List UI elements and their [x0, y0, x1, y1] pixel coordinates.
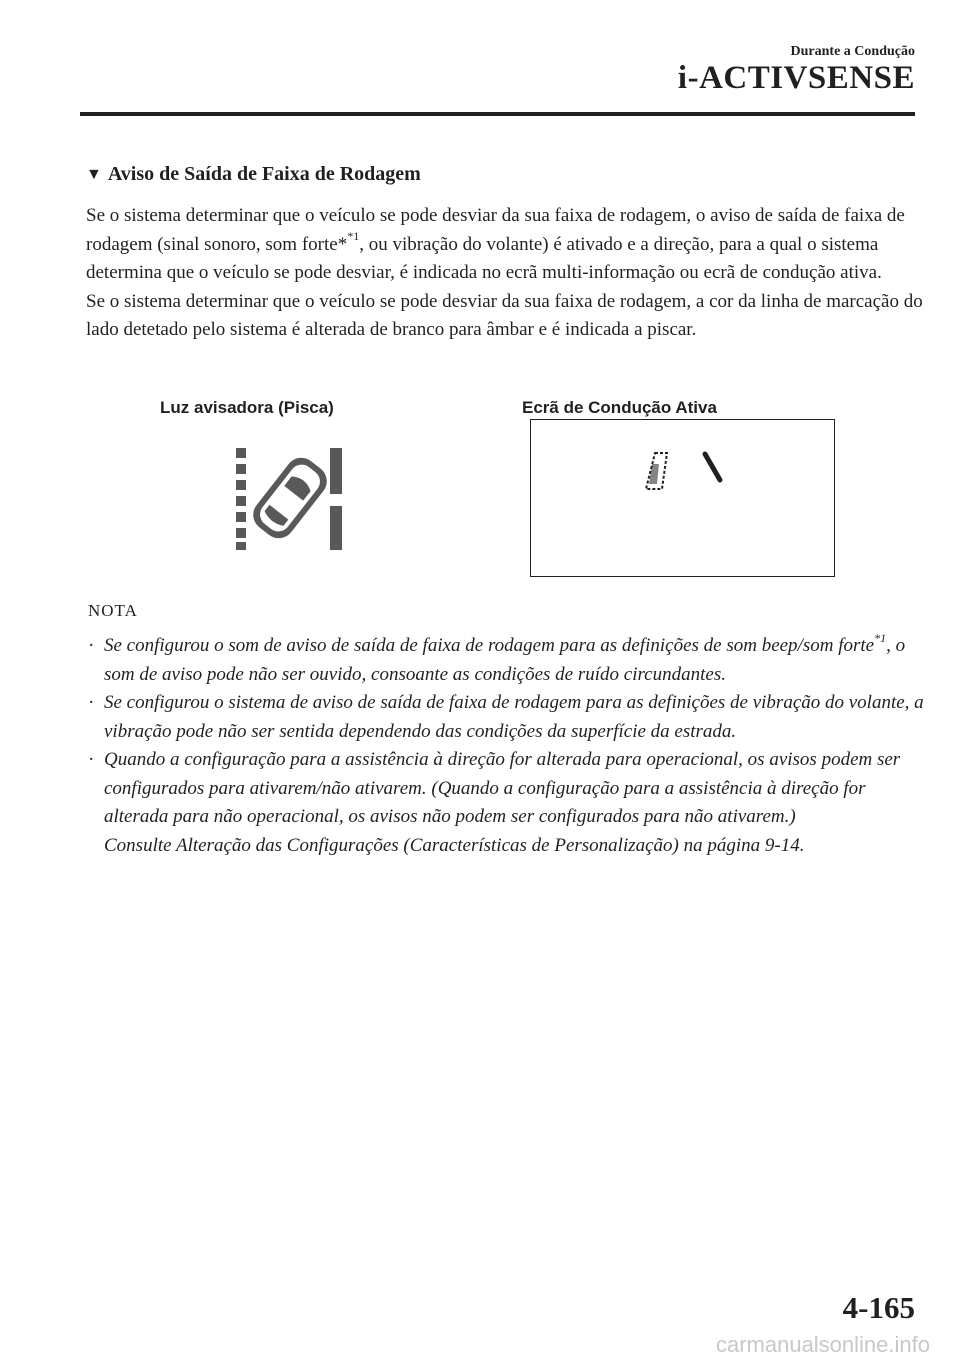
dashed-lane-segment [236, 448, 246, 458]
footnote-ref: *1 [874, 630, 887, 645]
body-text [86, 202, 926, 345]
paragraph-1 [86, 202, 926, 288]
dashed-lane-segment [236, 480, 246, 490]
dashed-lane-segment [236, 464, 246, 474]
active-driving-display [530, 419, 835, 577]
page-number: 4-165 [842, 1290, 915, 1325]
bullet-icon: · [88, 692, 95, 713]
note-item [88, 689, 928, 746]
dashed-lane-segment [236, 528, 246, 538]
note-item-2-text: Se configurou o sistema de aviso de saída de faixa de rodagem para as definições de vibração do volante, a vibração pode não ser sentida dependendo das condições da superfície da estrada. [104, 692, 924, 742]
note-title: NOTA [88, 601, 138, 620]
note-item [88, 632, 928, 689]
footnote-ref: *1 [347, 229, 360, 244]
bullet-icon: · [88, 749, 95, 770]
paragraph-2: Se o sistema determinar que o veículo se pode desviar da sua faixa de rodagem, a cor da linha de marcação do lado detetado pelo sistema é alterada de branco para âmbar e é indicada a piscar. [86, 290, 923, 340]
section-title: i-ACTIVSENSE [677, 60, 915, 96]
car-icon [247, 451, 333, 544]
dashed-lane-segment [236, 512, 246, 522]
note-item [88, 746, 928, 860]
watermark: carmanualsonline.info [715, 1332, 930, 1357]
note-item-3-text: Quando a configuração para a assistência à direção for alterada para operacional, os avisos podem ser configurados para ativarem/não ativarem. (Quando a configuração para a assistência à direção for alterada para não operacional, os avisos não podem ser configurados para não ativarem.) [104, 749, 901, 827]
active-driving-display-graphic [531, 420, 836, 578]
heading-text: Aviso de Saída de Faixa de Rodagem [107, 163, 421, 185]
header-rule [80, 112, 915, 116]
lane-departure-warning-icon [232, 446, 348, 552]
dashed-lane-segment [236, 496, 246, 506]
note-item-1-text-b: , o som de aviso pode não ser ouvido, consoante as condições de ruído circundantes. [104, 635, 906, 685]
note-item-3-reference: Consulte Alteração das Configurações (Características de Personalização) na página 9-14. [104, 834, 805, 856]
paragraph-1-text-b: , ou vibração do volante) é ativado e a direção, para a qual o sistema determina que o veículo se pode desviar, é indicada no ecrã multi-informação ou ecrã de condução ativa. [86, 233, 882, 283]
subsection-heading [86, 163, 421, 186]
bullet-icon: · [88, 635, 95, 656]
solid-lane-line [330, 506, 342, 550]
paragraph-1-text-a: Se o sistema determinar que o veículo se pode desviar da sua faixa de rodagem, o aviso de saída de faixa de rodagem (sinal sonoro, som forte* [86, 205, 905, 255]
chapter-title: Durante a Condução [790, 44, 915, 59]
warning-light-label: Luz avisadora (Pisca) [160, 398, 334, 417]
note-list [88, 632, 928, 860]
heading-marker-icon: ▼ [86, 166, 102, 183]
solid-lane-line [330, 448, 342, 494]
note-item-1-text-a: Se configurou o som de aviso de saída de faixa de rodagem para as definições de som beep/som forte [104, 635, 875, 656]
dashed-lane-segment [236, 542, 246, 550]
active-driving-display-label: Ecrã de Condução Ativa [522, 398, 717, 417]
lane-marking-line [705, 454, 720, 480]
